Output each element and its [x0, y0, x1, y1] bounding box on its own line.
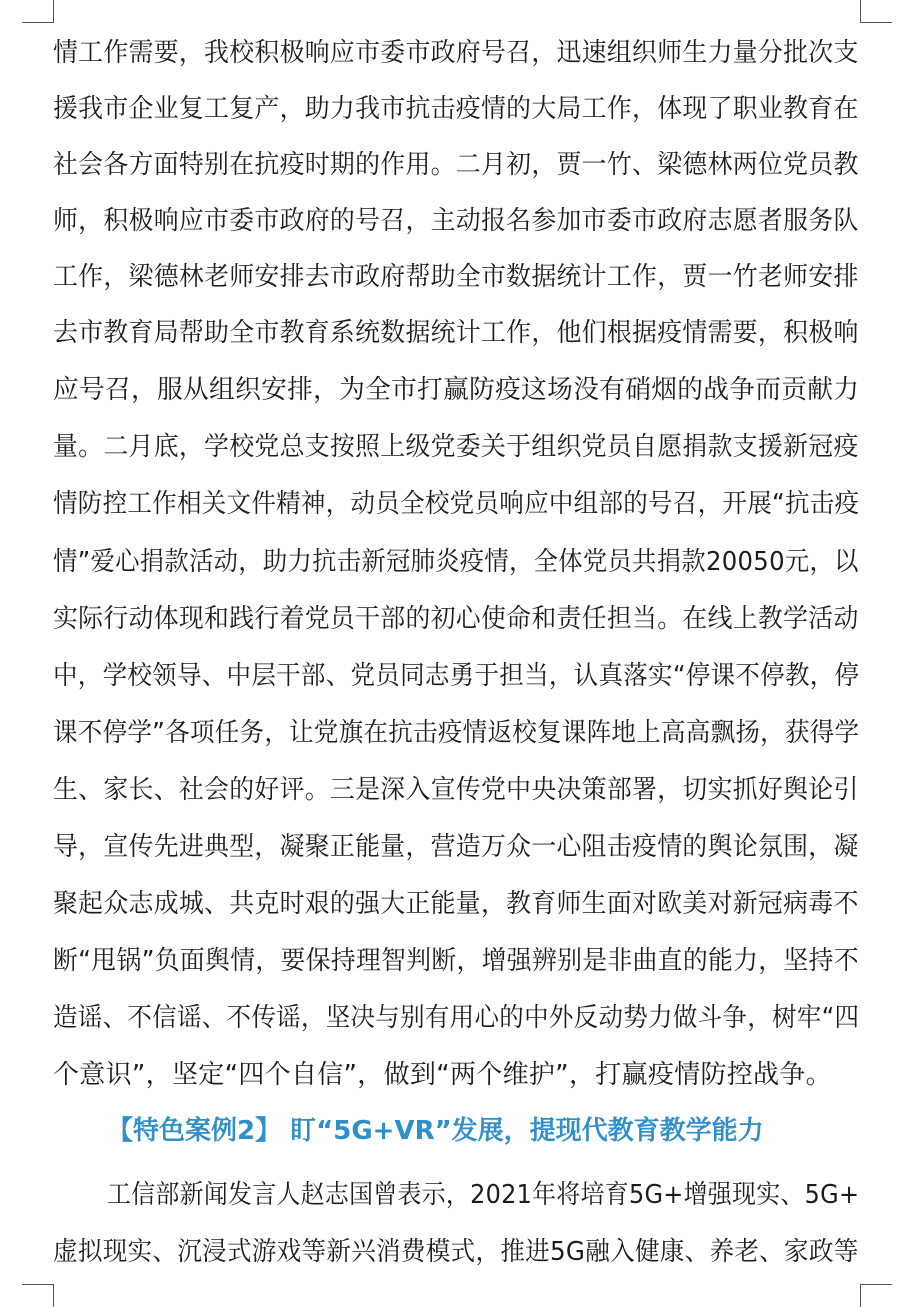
text-line: 情”爱心捐款活动，助力抗击新冠肺炎疫情，全体党员共捐款20050元，以: [53, 547, 859, 577]
crop-mark-top-right-horizontal: [860, 22, 892, 23]
text-line: 援我市企业复工复产，助力我市抗击疫情的大局工作，体现了职业教育在: [53, 94, 859, 124]
crop-mark-bottom-right-horizontal: [860, 1284, 892, 1285]
crop-mark-top-left-vertical: [53, 0, 54, 22]
text-line: 中，学校领导、中层干部、党员同志勇于担当，认真落实“停课不停教，停: [53, 661, 860, 691]
text-line: 个意识”，坚定“四个自信”，做到“两个维护”，打赢疫情防控战争。: [53, 1060, 832, 1090]
text-line: 生、家长、社会的好评。三是深入宣传党中央决策部署，切实抓好舆论引: [53, 775, 859, 805]
text-line: 虚拟现实、沉浸式游戏等新兴消费模式，推进5G融入健康、养老、家政等: [53, 1237, 859, 1267]
text-line: 师，积极响应市委市政府的号召，主动报名参加市委市政府志愿者服务队: [53, 206, 859, 236]
text-line: 导，宣传先进典型，凝聚正能量，营造万众一心阻击疫情的舆论氛围，凝: [53, 832, 859, 862]
text-line: 断“甩锅”负面舆情，要保持理智判断，增强辨别是非曲直的能力，坚持不: [53, 946, 859, 976]
text-line: 量。二月底，学校党总支按照上级党委关于组织党员自愿捐款支援新冠疫: [53, 432, 859, 462]
text-line: 工作，梁德林老师安排去市政府帮助全市数据统计工作，贾一竹老师安排: [53, 262, 859, 292]
crop-mark-bottom-left-vertical: [53, 1284, 54, 1307]
text-line: 工信部新闻发言人赵志国曾表示，2021年将培育5G+增强现实、5G+: [107, 1180, 860, 1210]
crop-mark-bottom-left-horizontal: [22, 1284, 54, 1285]
crop-mark-top-left-horizontal: [22, 22, 54, 23]
text-line: 情工作需要，我校积极响应市委市政府号召，迅速组织师生力量分批次支: [53, 38, 859, 68]
text-line: 造谣、不信谣、不传谣，坚决与别有用心的中外反动势力做斗争，树牢“四: [53, 1003, 860, 1033]
text-line: 社会各方面特别在抗疫时期的作用。二月初，贾一竹、梁德林两位党员教: [53, 150, 859, 180]
text-line: 情防控工作相关文件精神，动员全校党员响应中组部的号召，开展“抗击疫: [53, 489, 860, 519]
text-line: 应号召，服从组织安排，为全市打赢防疫这场没有硝烟的战争而贡献力: [53, 375, 860, 405]
crop-mark-top-right-vertical: [860, 0, 861, 22]
text-line: 去市教育局帮助全市教育系统数据统计工作，他们根据疫情需要，积极响: [53, 318, 859, 348]
text-line: 实际行动体现和践行着党员干部的初心使命和责任担当。在线上教学活动: [53, 604, 859, 634]
text-line: 聚起众志成城、共克时艰的强大正能量，教育师生面对欧美对新冠病毒不: [53, 889, 859, 919]
section-heading: 【特色案例2】 盯“5G+VR”发展，提现代教育教学能力: [107, 1116, 764, 1146]
text-line: 课不停学”各项任务，让党旗在抗击疫情返校复课阵地上高高飘扬，获得学: [53, 718, 860, 748]
crop-mark-bottom-right-vertical: [860, 1284, 861, 1307]
